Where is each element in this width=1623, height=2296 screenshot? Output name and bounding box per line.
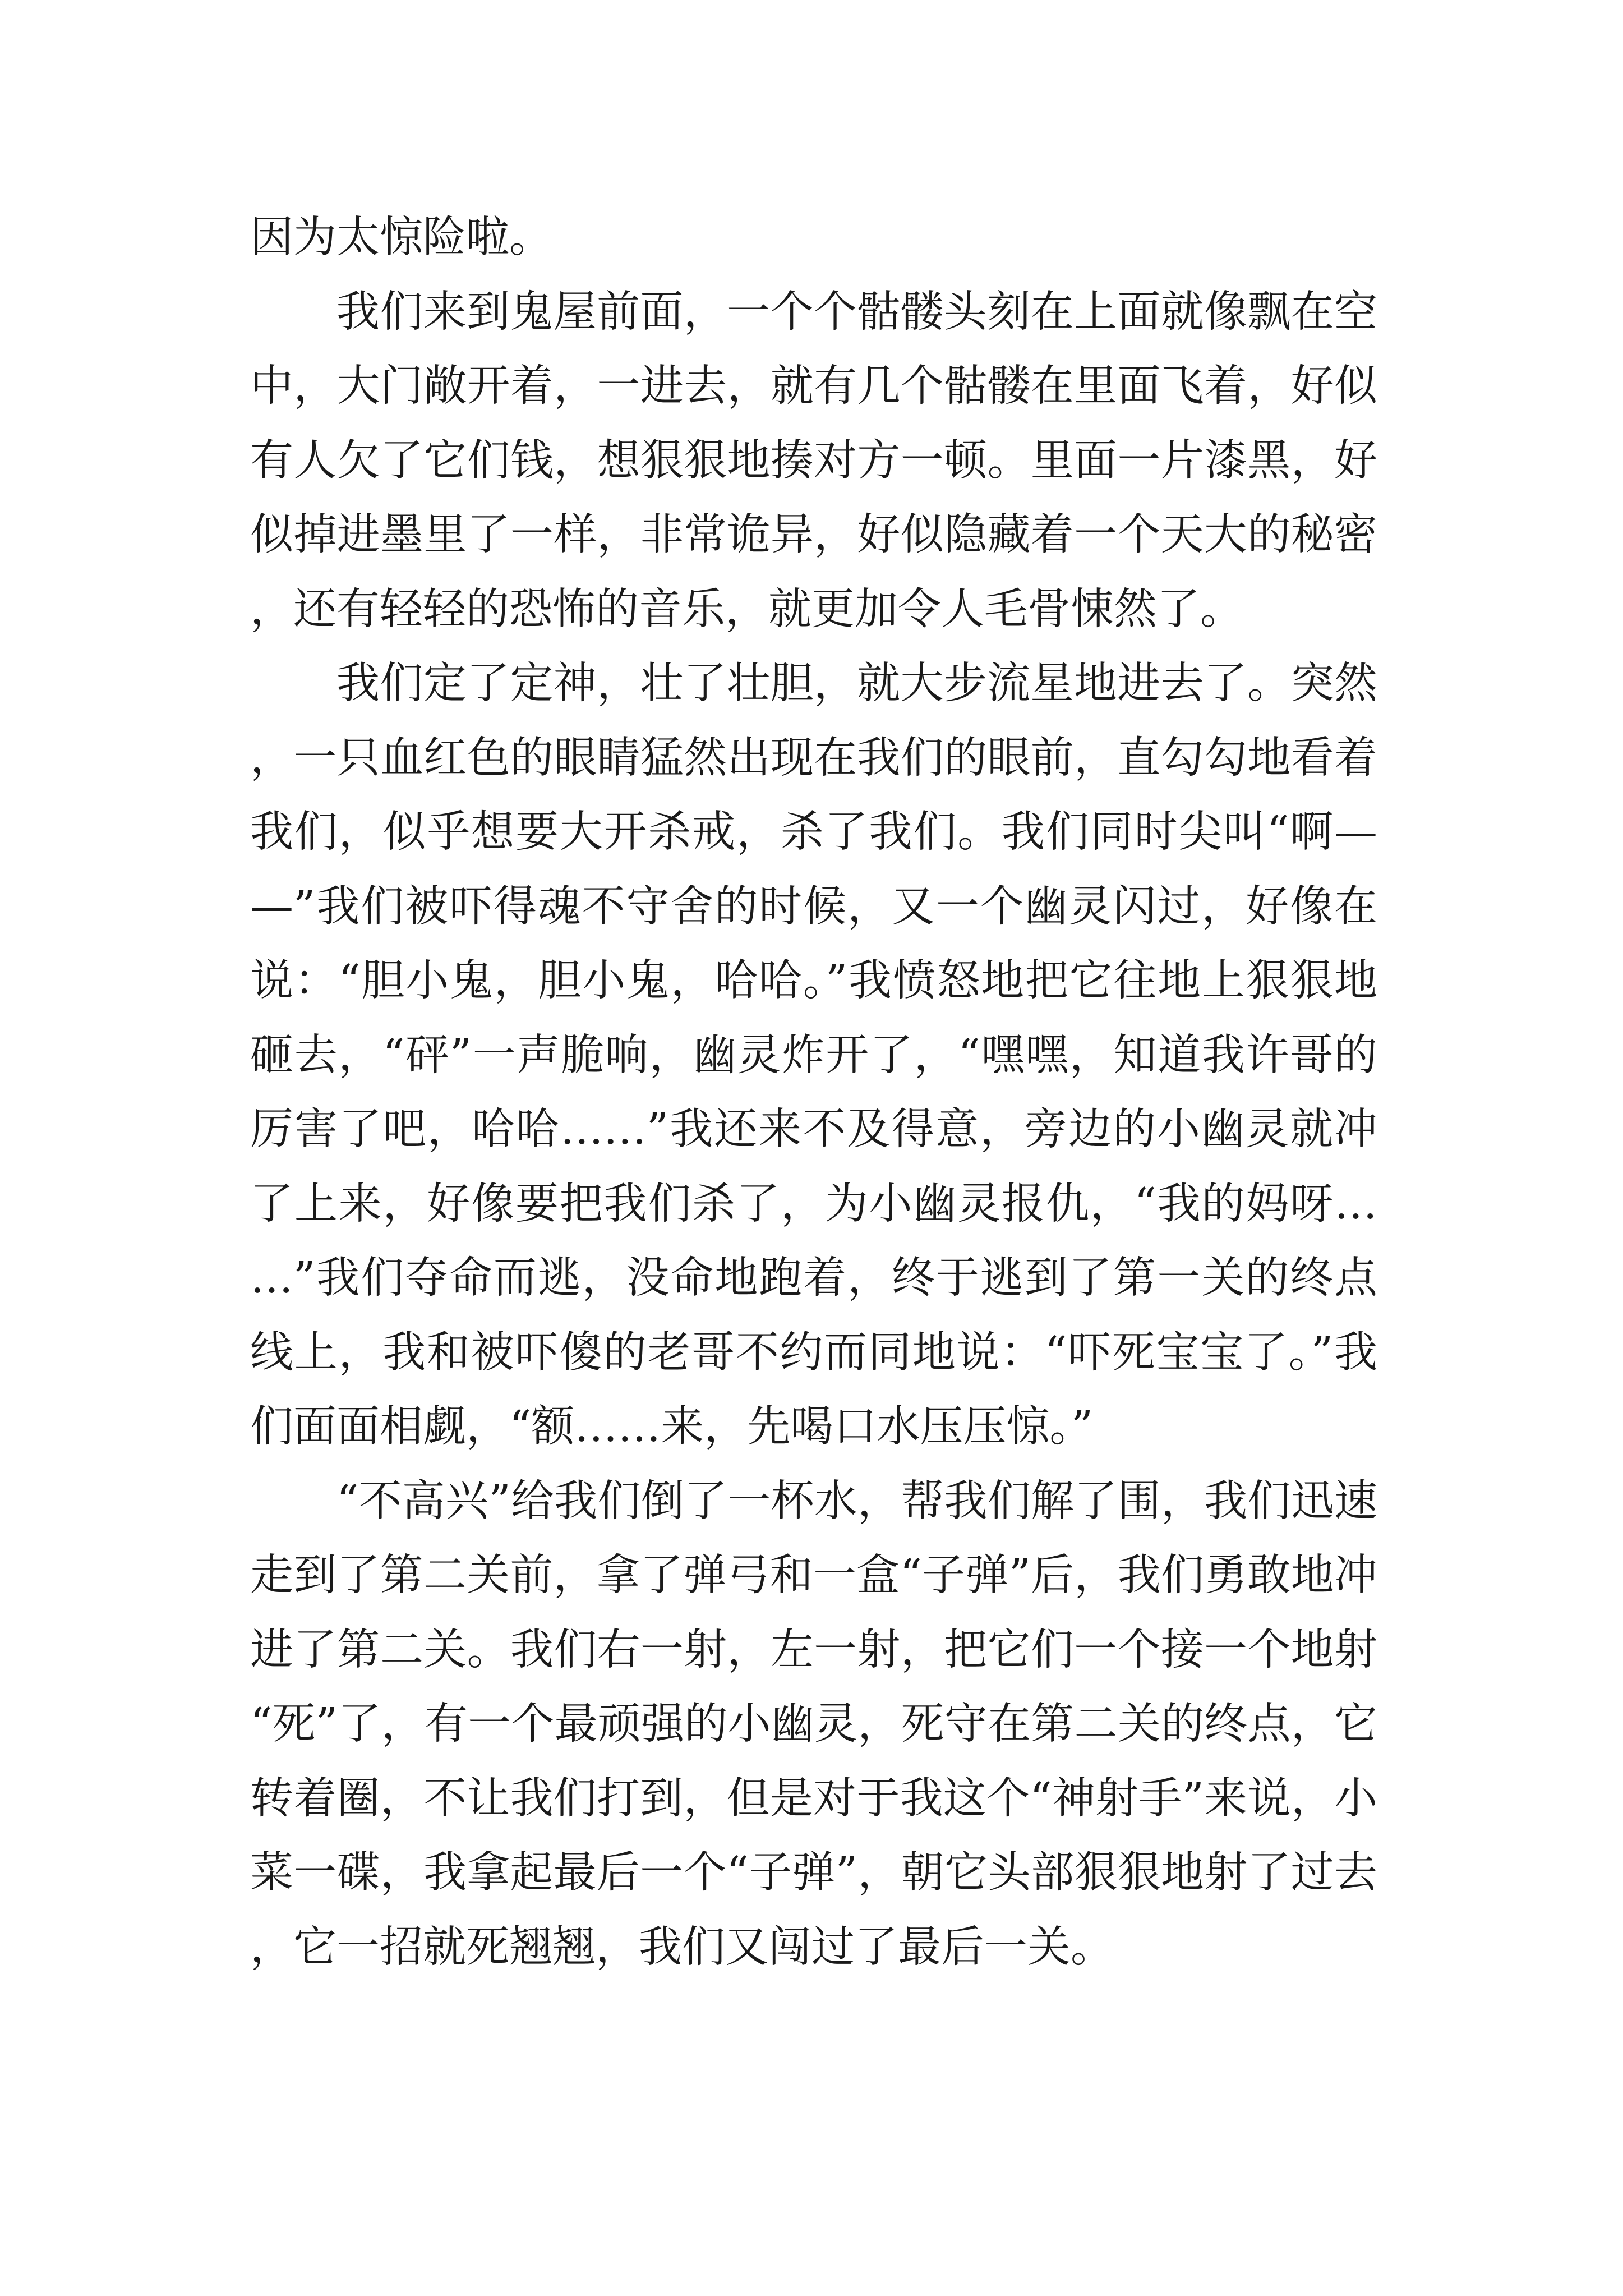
- paragraph-continuation: 因为太惊险啦。: [250, 213, 552, 263]
- paragraph-haunted-house: 我们来到鬼屋前面，一个个骷髅头刻在上面就像飘在空中，大门敞开着，一进去，就有几个骷髅在里面飞着，好似有人欠了它们钱，想狠狠地揍对方一顿。里面一片漆黑，好似掉进墨里了一样，非常诡异，好似隐藏着一个天大的秘密，还有轻轻的恐怖的音乐，就更加令人毛骨悚然了。: [250, 287, 1377, 634]
- paragraph-second-level: “不高兴”给我们倒了一杯水，帮我们解了围，我们迅速走到了第二关前，拿了弹弓和一盒“子弹”后，我们勇敢地冲进了第二关。我们右一射，左一射，把它们一个接一个地射“死”了，有一个最顽强的小幽灵，死守在第二关的终点，它转着圈，不让我们打到，但是对于我这个“神射手”来说，小菜一碟，我拿起最后一个“子弹”，朝它头部狠狠地射了过去，它一招就死翘翘，我们又闯过了最后一关。: [250, 1476, 1377, 1972]
- paragraph-first-level: 我们定了定神，壮了壮胆，就大步流星地进去了。突然，一只血红色的眼睛猛然出现在我们的眼前，直勾勾地看着我们，似乎想要大开杀戒，杀了我们。我们同时尖叫“啊——”我们被吓得魂不守舍的时候，又一个幽灵闪过，好像在说：“胆小鬼，胆小鬼，哈哈。”我愤怒地把它往地上狠狠地砸去，“砰”一声脆响，幽灵炸开了，“嘿嘿，知道我许哥的厉害了吧，哈哈……”我还来不及得意，旁边的小幽灵就冲了上来，好像要把我们杀了，为小幽灵报仇，“我的妈呀……”我们夺命而逃，没命地跑着，终于逃到了第一关的终点线上，我和被吓傻的老哥不约而同地说：“吓死宝宝了。”我们面面相觑，“额……来，先喝口水压压惊。”: [250, 659, 1377, 1452]
- body-text: [250, 201, 1377, 1985]
